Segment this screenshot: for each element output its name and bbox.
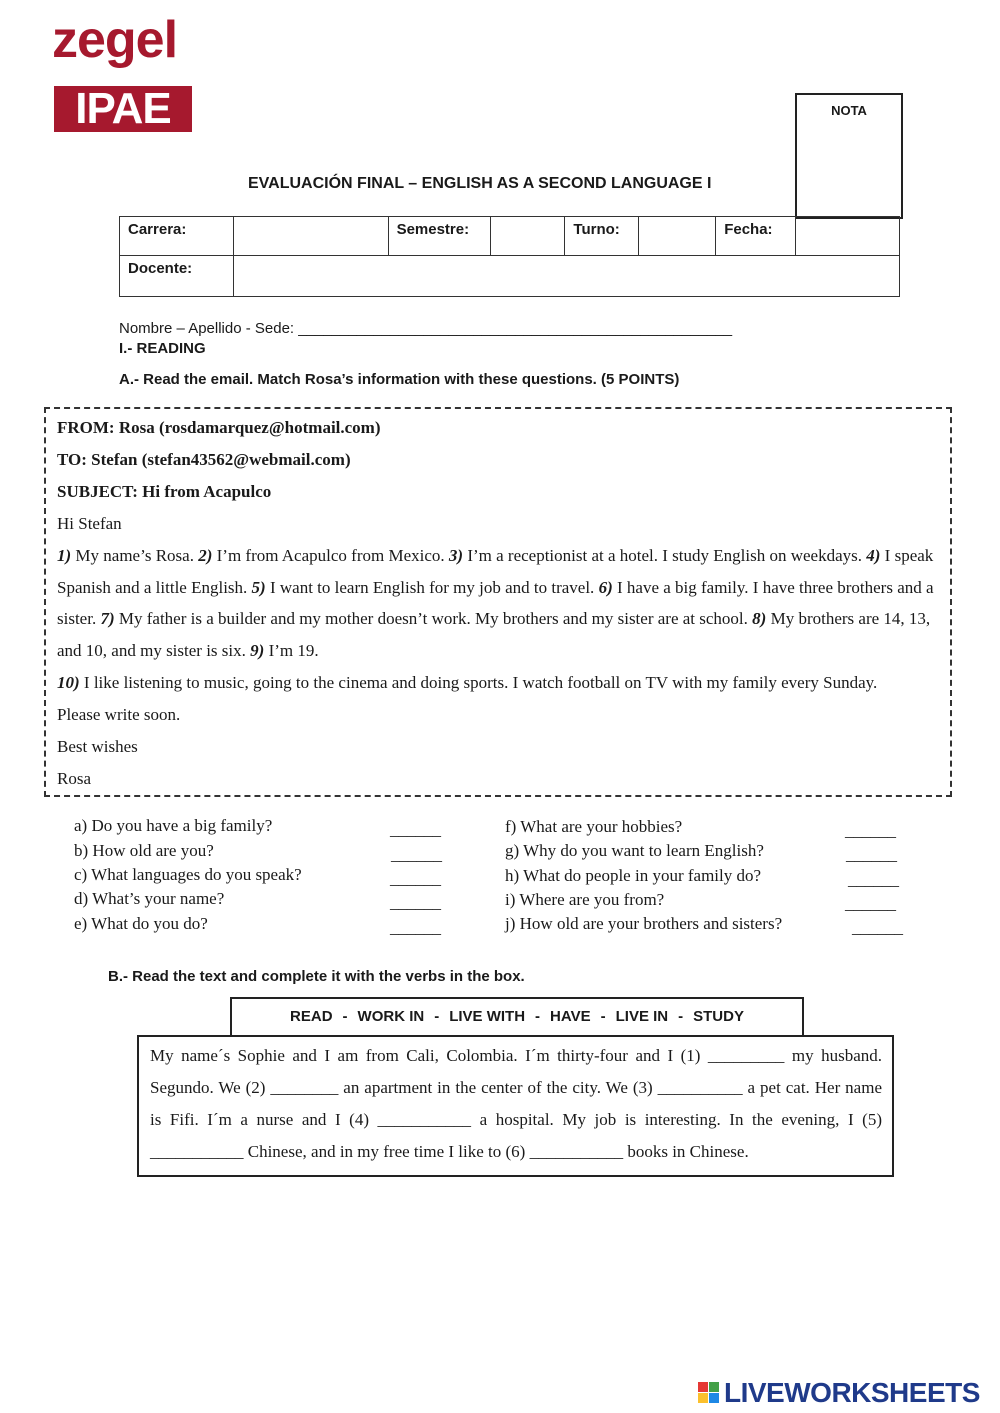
verb-have: HAVE bbox=[550, 1008, 591, 1025]
question-f: f) What are your hobbies? bbox=[505, 817, 683, 836]
email-closing-2: Best wishes bbox=[57, 737, 138, 757]
email-subject: SUBJECT: Hi from Acapulco bbox=[57, 481, 272, 501]
ipae-logo: IPAE bbox=[54, 86, 192, 132]
answer-blank-j[interactable]: ______ bbox=[852, 918, 903, 937]
answer-blank-b[interactable]: ______ bbox=[391, 845, 442, 864]
verb-live-in: LIVE IN bbox=[615, 1008, 669, 1025]
info-table bbox=[119, 216, 900, 297]
answer-blank-g[interactable]: ______ bbox=[846, 845, 897, 864]
question-g: g) Why do you want to learn English? bbox=[505, 841, 764, 860]
fecha-field[interactable] bbox=[796, 217, 900, 256]
docente-field[interactable] bbox=[233, 256, 899, 297]
verb-live-with: LIVE WITH bbox=[449, 1008, 526, 1025]
docente-label: Docente: bbox=[120, 256, 234, 297]
answer-blank-c[interactable]: ______ bbox=[390, 869, 441, 888]
verb-study: STUDY bbox=[693, 1008, 744, 1025]
email-from: FROM: Rosa (rosdamarquez@hotmail.com) bbox=[57, 418, 381, 437]
email-greeting: Hi Stefan bbox=[57, 513, 122, 533]
section-reading-heading: I.- READING bbox=[119, 340, 206, 357]
email-to: TO: Stefan (stefan43562@webmail.com) bbox=[57, 449, 351, 469]
semestre-field[interactable] bbox=[490, 217, 565, 256]
verb-read: READ bbox=[290, 1008, 333, 1025]
question-b: b) How old are you? bbox=[74, 841, 214, 860]
question-c: c) What languages do you speak? bbox=[74, 865, 302, 884]
page-title: EVALUACIÓN FINAL – ENGLISH AS A SECOND LANGUAGE I bbox=[248, 175, 712, 192]
answer-blank-h[interactable]: ______ bbox=[848, 870, 899, 889]
nombre-line: Nombre – Apellido - Sede: ____________________________________________________ bbox=[119, 320, 733, 337]
fecha-label: Fecha: bbox=[716, 217, 796, 256]
email-closing-1: Please write soon. bbox=[57, 705, 181, 725]
semestre-label: Semestre: bbox=[388, 217, 490, 256]
question-a: a) Do you have a big family? bbox=[74, 816, 273, 835]
verb-box: READ - WORK IN - LIVE WITH - HAVE - LIVE IN - STUDY bbox=[230, 997, 804, 1037]
part-a-instruction: A.- Read the email. Match Rosa’s information with these questions. (5 POINTS) bbox=[119, 371, 680, 388]
question-j: j) How old are your brothers and sisters? bbox=[505, 914, 783, 933]
question-d: d) What’s your name? bbox=[74, 889, 225, 908]
email-body: 1) My name’s Rosa. 2) I’m from Acapulco from Mexico. 3) I’m a receptionist at a hotel. I study English on weekdays. 4) I speak Spanish and a little English. 5) I want to learn English for my job and to travel. 6) I have a big family. I have three brothers and a sister. 7) My father is a builder and my mother doesn’t work. My brothers and my sister are at school. 8) My brothers are 14, 13, and 10, and my sister is six. 9) I’m 19. 10) I like listening to music, going to the cinema and doing sports. I watch football on TV with my family every Sunday. bbox=[57, 545, 934, 693]
nota-label: NOTA bbox=[831, 103, 867, 118]
liveworksheets-cube-icon bbox=[698, 1382, 720, 1404]
question-h: h) What do people in your family do? bbox=[505, 866, 762, 885]
liveworksheets-logo bbox=[698, 1377, 980, 1409]
answer-blank-i[interactable]: ______ bbox=[845, 894, 896, 913]
carrera-label: Carrera: bbox=[120, 217, 234, 256]
question-e: e) What do you do? bbox=[74, 914, 208, 933]
answer-blank-e[interactable]: ______ bbox=[390, 918, 441, 937]
question-i: i) Where are you from? bbox=[505, 890, 665, 909]
nota-box bbox=[795, 93, 903, 219]
answer-blank-d[interactable]: ______ bbox=[390, 893, 441, 912]
part-b-text: My name´s Sophie and I am from Cali, Colombia. I´m thirty-four and I (1) _________ my husband. Segundo. We (2) ________ an apartment in the center of the city. We (3) __________ a pet cat. Her name is Fifi. I´m a nurse and I (4) ___________ a hospital. My job is interesting. In the evening, I (5) ___________ Chinese, and in my free time I like to (6) ___________ books in Chinese. bbox=[150, 1046, 882, 1161]
liveworksheets-text: LIVEWORKSHEETS bbox=[724, 1377, 980, 1408]
verb-work-in: WORK IN bbox=[357, 1008, 425, 1025]
email-signature: Rosa bbox=[57, 768, 91, 788]
carrera-field[interactable] bbox=[233, 217, 388, 256]
zegel-logo-text: zegel bbox=[52, 11, 178, 69]
answer-blank-a[interactable]: ______ bbox=[390, 820, 441, 839]
part-b-instruction: B.- Read the text and complete it with the verbs in the box. bbox=[108, 968, 525, 985]
email-text bbox=[57, 412, 947, 795]
turno-field[interactable] bbox=[639, 217, 716, 256]
turno-label: Turno: bbox=[565, 217, 639, 256]
answer-blank-f[interactable]: ______ bbox=[845, 821, 896, 840]
